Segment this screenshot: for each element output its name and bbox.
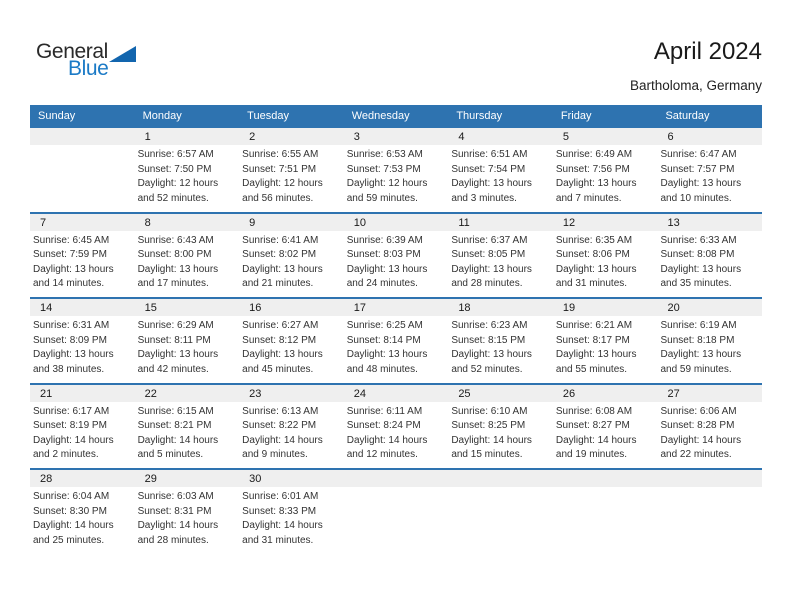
day-details [448,487,553,490]
day-cell-24 [344,385,449,469]
weekday-header-sunday: Sunday [38,109,76,122]
day-cell-14 [30,299,135,383]
day-cell-19 [553,299,658,383]
day-cell-16 [239,299,344,383]
day-details: Sunrise: 6:31 AM Sunset: 8:09 PM Daylight: 13 hours and 38 minutes. [33,320,114,375]
day-number: 21 [30,385,135,402]
day-details: Sunrise: 6:57 AM Sunset: 7:50 PM Daylight: 12 hours and 52 minutes. [137,149,219,204]
day-details [657,487,762,490]
day-details [344,487,449,490]
day-number: 7 [30,214,135,231]
day-cell-1 [135,128,240,212]
day-details [553,487,658,490]
day-details: Sunrise: 6:10 AM Sunset: 8:25 PM Daylight: 14 hours and 15 minutes. [451,405,532,461]
logo-text-general: General [36,40,108,63]
day-number: 24 [344,385,449,402]
day-cell-20 [657,299,762,383]
day-details: Sunrise: 6:06 AM Sunset: 8:28 PM Daylight: 14 hours and 22 minutes. [660,405,742,461]
day-details [30,145,135,148]
calendar-table [30,105,762,554]
day-details: Sunrise: 6:08 AM Sunset: 8:27 PM Daylight: 14 hours and 19 minutes. [555,405,637,461]
day-cell-26 [553,385,658,469]
day-details: Sunrise: 6:01 AM Sunset: 8:33 PM Daylight: 14 hours and 31 minutes. [242,491,323,546]
day-number: 16 [239,299,344,316]
day-number: 20 [657,299,762,316]
week-row [30,297,762,383]
logo-text-blue: Blue [68,57,109,80]
day-cell-5 [553,128,658,212]
day-cell-15 [135,299,240,383]
day-number [448,470,553,487]
day-details: Sunrise: 6:21 AM Sunset: 8:17 PM Daylight: 13 hours and 55 minutes. [555,320,637,375]
day-cell-empty [30,128,135,212]
day-number: 14 [30,299,135,316]
weekday-header-friday: Friday [560,109,592,122]
day-cell-10 [344,214,449,298]
day-details: Sunrise: 6:33 AM Sunset: 8:08 PM Daylight: 13 hours and 35 minutes. [660,234,742,290]
day-number [657,470,762,487]
day-number [344,470,449,487]
day-number: 23 [239,385,344,402]
day-number: 12 [553,214,658,231]
day-details: Sunrise: 6:49 AM Sunset: 7:56 PM Daylight: 13 hours and 7 minutes. [555,149,637,204]
day-number: 26 [553,385,658,402]
calendar-weeks [30,126,762,554]
day-cell-empty [657,470,762,554]
day-number: 18 [448,299,553,316]
day-details: Sunrise: 6:43 AM Sunset: 8:00 PM Daylight: 13 hours and 17 minutes. [137,234,219,290]
weekday-header-tuesday: Tuesday [247,109,289,122]
day-details: Sunrise: 6:45 AM Sunset: 7:59 PM Daylight: 13 hours and 14 minutes. [33,234,114,290]
day-number: 11 [448,214,553,231]
day-cell-28 [30,470,135,554]
day-details: Sunrise: 6:23 AM Sunset: 8:15 PM Daylight: 13 hours and 52 minutes. [451,320,532,375]
day-cell-empty [344,470,449,554]
day-details: Sunrise: 6:55 AM Sunset: 7:51 PM Daylight: 12 hours and 56 minutes. [242,149,323,204]
day-cell-17 [344,299,449,383]
day-number: 25 [448,385,553,402]
day-details: Sunrise: 6:29 AM Sunset: 8:11 PM Daylight: 13 hours and 42 minutes. [137,320,219,375]
day-cell-21 [30,385,135,469]
day-number: 9 [239,214,344,231]
weekday-header-wednesday: Wednesday [351,109,410,122]
day-details: Sunrise: 6:11 AM Sunset: 8:24 PM Daylight: 14 hours and 12 minutes. [346,405,428,461]
week-row [30,383,762,469]
day-number: 4 [448,128,553,145]
day-number: 5 [553,128,658,145]
week-row [30,212,762,298]
day-details: Sunrise: 6:13 AM Sunset: 8:22 PM Daylight: 14 hours and 9 minutes. [242,405,323,461]
day-number: 28 [30,470,135,487]
day-number [553,470,658,487]
day-cell-4 [448,128,553,212]
day-cell-23 [239,385,344,469]
page-title: April 2024 [653,38,762,65]
day-cell-2 [239,128,344,212]
day-cell-3 [344,128,449,212]
day-number: 19 [553,299,658,316]
weekday-header-thursday: Thursday [456,109,503,122]
day-details: Sunrise: 6:19 AM Sunset: 8:18 PM Daylight: 13 hours and 59 minutes. [660,320,742,375]
day-cell-9 [239,214,344,298]
day-details: Sunrise: 6:53 AM Sunset: 7:53 PM Daylight: 12 hours and 59 minutes. [346,149,428,204]
day-number: 15 [135,299,240,316]
day-number: 27 [657,385,762,402]
day-number: 30 [239,470,344,487]
location-subtitle: Bartholoma, Germany [629,78,762,93]
day-details: Sunrise: 6:39 AM Sunset: 8:03 PM Daylight: 13 hours and 24 minutes. [346,234,428,290]
week-row [30,126,762,212]
weekday-header-saturday: Saturday [665,109,710,122]
day-cell-27 [657,385,762,469]
day-cell-13 [657,214,762,298]
day-number: 8 [135,214,240,231]
day-cell-11 [448,214,553,298]
day-number: 17 [344,299,449,316]
general-blue-logo [36,40,136,81]
day-number: 29 [135,470,240,487]
day-number: 13 [657,214,762,231]
weekday-header-monday: Monday [142,109,182,122]
header-titles [630,38,762,93]
day-details: Sunrise: 6:15 AM Sunset: 8:21 PM Daylight: 14 hours and 5 minutes. [137,405,219,461]
day-cell-8 [135,214,240,298]
day-number: 6 [657,128,762,145]
day-cell-30 [239,470,344,554]
day-number: 22 [135,385,240,402]
day-details: Sunrise: 6:41 AM Sunset: 8:02 PM Daylight: 13 hours and 21 minutes. [242,234,323,290]
day-cell-12 [553,214,658,298]
day-details: Sunrise: 6:37 AM Sunset: 8:05 PM Daylight: 13 hours and 28 minutes. [451,234,532,290]
day-number: 2 [239,128,344,145]
day-details: Sunrise: 6:51 AM Sunset: 7:54 PM Daylight: 13 hours and 3 minutes. [451,149,532,204]
day-details: Sunrise: 6:35 AM Sunset: 8:06 PM Daylight: 13 hours and 31 minutes. [555,234,637,290]
day-details: Sunrise: 6:04 AM Sunset: 8:30 PM Daylight: 14 hours and 25 minutes. [33,491,114,546]
day-details: Sunrise: 6:03 AM Sunset: 8:31 PM Daylight: 14 hours and 28 minutes. [137,491,219,546]
day-details: Sunrise: 6:25 AM Sunset: 8:14 PM Daylight: 13 hours and 48 minutes. [346,320,428,375]
day-cell-empty [448,470,553,554]
week-row [30,468,762,554]
day-number: 3 [344,128,449,145]
day-number [30,128,135,145]
day-cell-18 [448,299,553,383]
logo-triangle-icon [109,46,136,62]
day-number: 10 [344,214,449,231]
day-details: Sunrise: 6:47 AM Sunset: 7:57 PM Daylight: 13 hours and 10 minutes. [660,149,742,204]
day-cell-25 [448,385,553,469]
day-details: Sunrise: 6:27 AM Sunset: 8:12 PM Daylight: 13 hours and 45 minutes. [242,320,323,375]
day-cell-empty [553,470,658,554]
day-cell-6 [657,128,762,212]
day-number: 1 [135,128,240,145]
weekday-header-row [30,105,762,126]
day-cell-29 [135,470,240,554]
day-details: Sunrise: 6:17 AM Sunset: 8:19 PM Daylight: 14 hours and 2 minutes. [33,405,114,461]
day-cell-7 [30,214,135,298]
day-cell-22 [135,385,240,469]
